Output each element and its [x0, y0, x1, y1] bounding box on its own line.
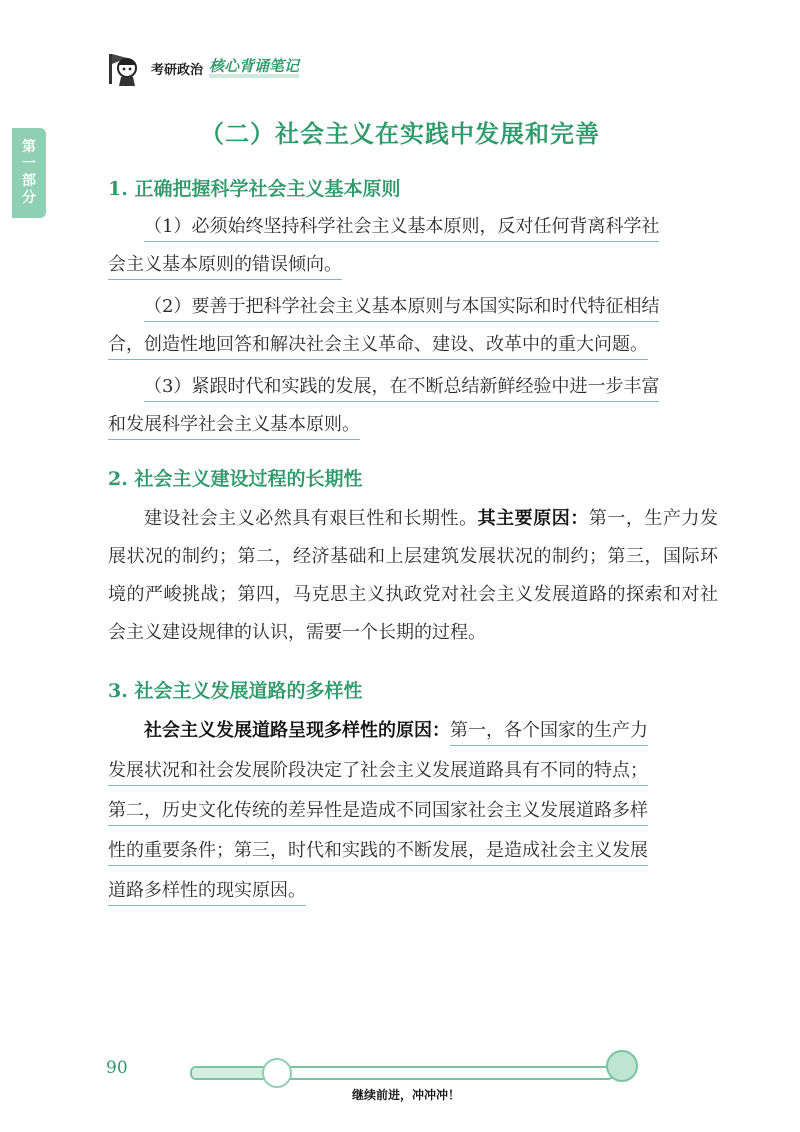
- diversity-line5: [108, 872, 718, 910]
- diversity-line2-text: 发展状况和社会发展阶段决定了社会主义发展道路具有不同的特点；: [108, 760, 648, 786]
- item-1-line1: （1）必须始终坚持科学社会主义基本原则，反对任何背离科学社: [144, 216, 659, 242]
- diversity-line2: [108, 752, 718, 790]
- section-title: （二）社会主义在实践中发展和完善: [200, 119, 600, 148]
- item-2-line2: 合，创造性地回答和解决社会主义革命、建设、改革中的重大问题。: [108, 334, 648, 360]
- diversity-line1: [108, 712, 754, 750]
- long-term-bold: 其主要原因：: [477, 508, 589, 529]
- item-1: [108, 208, 754, 246]
- part-tab-char: 第: [22, 139, 36, 155]
- heading-diversity: 3. 社会主义发展道路的多样性: [108, 680, 363, 702]
- page-number: 90: [106, 1058, 128, 1078]
- book-title: 核心背诵笔记: [209, 58, 299, 78]
- goal-icon: [606, 1050, 638, 1082]
- long-term-intro: 建设社会主义必然具有艰巨性和长期性。: [144, 508, 478, 529]
- diversity-bold: 社会主义发展道路呈现多样性的原因：: [144, 720, 450, 741]
- long-term-reasons: 第一，生产力发展状况的制约；第二，经济基础和上层建筑发展状况的制约；第三，国际环境的严峻挑战；第四，马克思主义执政党对社会主义发展道路的探索和对社会主义建设规律的认识，需要一个长期的过程。: [108, 508, 719, 643]
- item-2: [108, 288, 754, 326]
- diversity-line3: [108, 792, 718, 830]
- item-1-cont: [108, 246, 718, 284]
- diversity-line4-text: 性的重要条件；第三，时代和实践的不断发展，是造成社会主义发展: [108, 840, 648, 866]
- item-3-line1: （3）紧跟时代和实践的发展，在不断总结新鲜经验中进一步丰富: [144, 376, 659, 402]
- diversity-line3-text: 第二，历史文化传统的差异性是造成不同国家社会主义发展道路多样: [108, 800, 648, 826]
- item-3: [108, 368, 754, 406]
- book-header: [105, 48, 299, 88]
- part-tab-char: 部: [22, 173, 36, 189]
- diversity-line5-text: 道路多样性的现实原因。: [108, 880, 306, 906]
- heading-long-term: 2. 社会主义建设过程的长期性: [108, 468, 363, 490]
- item-3-line2: 和发展科学社会主义基本原则。: [108, 414, 360, 440]
- part-tab-char: 一: [22, 156, 36, 172]
- item-2-cont: [108, 326, 718, 364]
- diversity-line4: [108, 832, 718, 870]
- heading-principles: 1. 正确把握科学社会主义基本原则: [108, 178, 401, 200]
- item-2-line1: （2）要善于把科学社会主义基本原则与本国实际和时代特征相结: [144, 296, 659, 322]
- footer-slogan: 继续前进，冲冲冲！: [352, 1088, 461, 1102]
- item-3-cont: [108, 406, 718, 444]
- progress-marker-icon: [262, 1058, 292, 1088]
- item-1-line2: 会主义基本原则的错误倾向。: [108, 254, 342, 280]
- long-term-paragraph: [108, 500, 718, 652]
- part-tab-char: 分: [22, 190, 36, 206]
- reading-progress-bar: [190, 1066, 614, 1080]
- brand-name: 考研政治: [151, 62, 204, 78]
- mascot-icon: [105, 48, 145, 88]
- diversity-line1-rest: 第一，各个国家的生产力: [450, 720, 648, 746]
